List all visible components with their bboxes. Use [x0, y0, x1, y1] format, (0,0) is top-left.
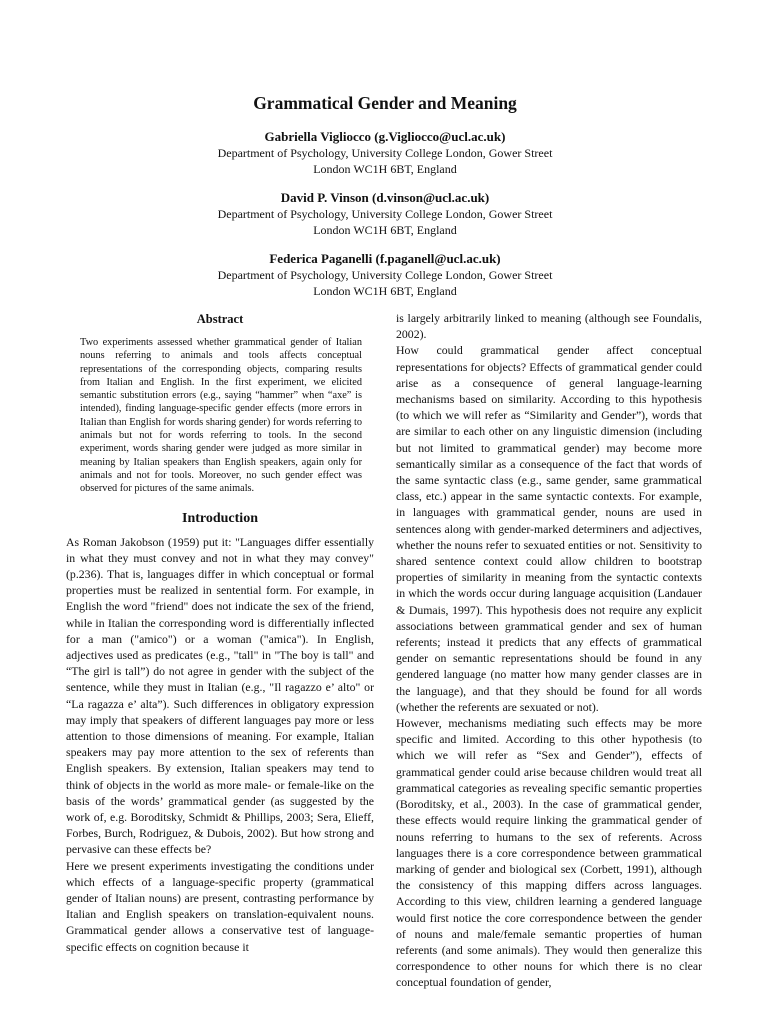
- author-affiliation: Department of Psychology, University College London, Gower Street: [217, 146, 553, 160]
- author-block-1: [0, 128, 770, 177]
- intro-paragraph: is largely arbitrarily linked to meaning (although see Foundalis, 2002).: [396, 311, 702, 342]
- author-address: London WC1H 6BT, England: [313, 223, 457, 237]
- introduction-heading: Introduction: [182, 510, 258, 526]
- author-address: London WC1H 6BT, England: [313, 284, 457, 298]
- abstract-text: Two experiments assessed whether grammatical gender of Italian nouns referring to animals and tools affects conceptual representations of the corresponding objects, comparing results from Italian and English. In the first experiment, we elicited semantic substitution errors (e.g., saying “hammer” when “axe” is intended), finding language-specific gender effects (more errors in Italian than English for words sharing gender) for words referring to animals but not for words referring to tools. In the second experiment, words sharing gender were judged as more similar in meaning by Italian speakers than English speakers, again only for animals and not for tools. Moreover, no such gender effect was observed for pictures of the same animals.: [80, 337, 362, 495]
- intro-paragraph: Here we present experiments investigating the conditions under which effects of a language-specific property (grammatical gender of Italian nouns) are present, contrasting performance by Italian and English speakers on translation-equivalent nouns. Grammatical gender allows a conservative test of language-specific effects on cognition because it: [66, 858, 374, 954]
- author-address: London WC1H 6BT, England: [313, 162, 457, 176]
- author-name: Gabriella Vigliocco (g.Vigliocco@ucl.ac.uk): [264, 129, 506, 144]
- intro-paragraph: As Roman Jakobson (1959) put it: "Languages differ essentially in what they must convey and not in what they may convey" (p.236). That is, languages differ in which conceptual or formal properties must be realized in sentential form. For example, in English the word "friend" does not indicate the sex of the friend, while in Italian the corresponding word is differentially inflected for a man ("amico") or a woman ("amica"). In English, adjectives used as predicates (e.g., "tall" in "The boy is tall" and “The girl is tall”) do not agree in gender with the subject of the sentence, while they must in Italian (e.g., "Il ragazzo e’ alto" or “La ragazza e’ alta”). Such differences in obligatory expression may imply that speakers of different languages pay more or less attention to those dimensions of meaning. For example, Italian speakers may pay more attention to the sex of referents than English speakers. By extension, Italian speakers may tend to think of objects in the world as more male- or female-like on the basis of the words’ grammatical gender (as suggested by the work of, e.g. Boroditsky, Schmidt & Phillips, 2003; Sera, Elieff, Forbes, Burch, Rodriguez, & Dubois, 2002). But how strong and pervasive can these effects be?: [66, 534, 374, 857]
- author-block-2: [0, 189, 770, 238]
- author-affiliation: Department of Psychology, University College London, Gower Street: [217, 268, 553, 282]
- author-affiliation: Department of Psychology, University College London, Gower Street: [217, 207, 553, 221]
- abstract-heading: Abstract: [196, 312, 244, 326]
- left-column: [66, 310, 374, 955]
- paper-title: Grammatical Gender and Meaning: [253, 93, 517, 113]
- author-name: David P. Vinson (d.vinson@ucl.ac.uk): [280, 190, 490, 205]
- author-block-3: [0, 250, 770, 299]
- right-column: [396, 310, 702, 991]
- intro-paragraph: However, mechanisms mediating such effects may be more specific and limited. According to this other hypothesis (to which we will refer as “Sex and Gender”), effects of grammatical gender could arise because children would treat all grammatical categories as revealing specific semantic properties (Boroditsky, et al., 2003). In the case of grammatical gender, these effects would require linking the grammatical gender of nouns referring to humans to the sex of referents. Across languages there is a core correspondence between grammatical marking of gender and biological sex (Corbett, 1991), although the consistency of this mapping differs across languages. According to this view, children learning a gendered language would first notice the core correspondence between the gender of nouns and male/female semantic properties of human referents (and some animals). They would then generalize this correspondence to other nouns for which there is no clear conceptual foundation of gender,: [396, 716, 702, 990]
- author-name: Federica Paganelli (f.paganell@ucl.ac.uk): [269, 251, 501, 266]
- intro-paragraph: How could grammatical gender affect conceptual representations for objects? Effects of grammatical gender could arise as a consequence of general language-learning mechanisms based on similarity. According to this hypothesis (to which we will refer as “Similarity and Gender”), words that are similar to each other on any linguistic dimension (including but not limited to grammatical gender) may become more semantically similar as a consequence of the fact that words of the same syntactic class (e.g., same gender, same grammatical class, etc.) appear in the same syntactic contexts. For example, in languages with grammatical gender, nouns are used in sentences along with gender-marked determiners and adjectives, whether the nouns refer to sexuated entities or not. Sensitivity to shared sentence context could allow children to bootstrap properties of similarity in meaning from the syntactic contexts in which the words occur during language acquisition (Landauer & Dumais, 1997). This hypothesis does not require any explicit associations between grammatical gender and sex of human referents; instead it predicts that any effects of grammatical gender on semantic representations should be found in any gendered language (no matter how many gender classes are in the language), and that they should be found for all words (whether the referents are sexuated or not).: [396, 343, 702, 714]
